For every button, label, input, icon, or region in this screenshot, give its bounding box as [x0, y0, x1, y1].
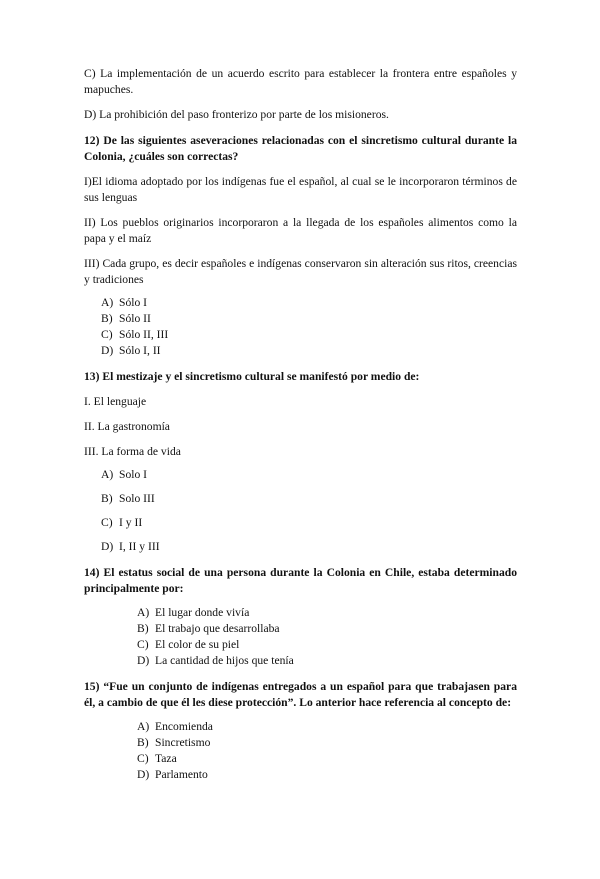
q14-options — [137, 605, 517, 669]
q13-option-b[interactable]: B) Solo III — [101, 492, 155, 505]
prev-option-d: D) La prohibición del paso fronterizo por parte de los misioneros. — [84, 108, 389, 121]
q13-statement-1: I. El lenguaje — [84, 395, 147, 408]
q14-option-d[interactable]: D) La cantidad de hijos que tenía — [137, 654, 294, 667]
q15-option-d[interactable]: D) Parlamento — [137, 768, 208, 781]
q13-statement-3: III. La forma de vida — [84, 445, 181, 458]
q14-option-c[interactable]: C) El color de su piel — [137, 638, 240, 651]
prev-option-c: C) La implementación de un acuerdo escrito para establecer la frontera entre españoles y mapuches. — [84, 67, 517, 96]
q13-option-a[interactable]: A) Solo I — [101, 468, 148, 481]
q14-option-b[interactable]: B) El trabajo que desarrollaba — [137, 622, 280, 635]
q13-options — [101, 467, 517, 555]
q12-option-b[interactable]: B) Sólo II — [101, 312, 151, 325]
question-14: 14) El estatus social de una persona durante la Colonia en Chile, estaba determinado principalmente por: — [84, 566, 517, 595]
q15-option-c[interactable]: C) Taza — [137, 752, 177, 765]
question-15: 15) “Fue un conjunto de indígenas entregados a un español para que trabajasen para él, a cambio de que él les diese protección”. Lo anterior hace referencia al concepto de: — [84, 680, 517, 709]
q15-options — [137, 719, 517, 783]
q13-option-c[interactable]: C) I y II — [101, 516, 143, 529]
q15-option-b[interactable]: B) Sincretismo — [137, 736, 211, 749]
document-page — [84, 66, 517, 783]
q12-option-a[interactable]: A) Sólo I — [101, 296, 148, 309]
question-13: 13) El mestizaje y el sincretismo cultural se manifestó por medio de: — [84, 370, 420, 383]
q13-option-d[interactable]: D) I, II y III — [101, 540, 160, 553]
q13-statement-2: II. La gastronomía — [84, 420, 170, 433]
q12-options — [101, 295, 517, 359]
q12-option-c[interactable]: C) Sólo II, III — [101, 328, 169, 341]
q12-statement-3: III) Cada grupo, es decir españoles e indígenas conservaron sin alteración sus ritos, creencias y tradiciones — [84, 257, 517, 286]
q12-option-d[interactable]: D) Sólo I, II — [101, 344, 161, 357]
q15-option-a[interactable]: A) Encomienda — [137, 720, 213, 733]
q12-statement-1: I)El idioma adoptado por los indígenas fue el español, al cual se le incorporaron términos de sus lenguas — [84, 175, 517, 204]
question-12: 12) De las siguientes aseveraciones relacionadas con el sincretismo cultural durante la Colonia, ¿cuáles son correctas? — [84, 134, 517, 163]
q14-option-a[interactable]: A) El lugar donde vivía — [137, 606, 250, 619]
q12-statement-2: II) Los pueblos originarios incorporaron a la llegada de los españoles alimentos como la papa y el maíz — [84, 216, 517, 245]
